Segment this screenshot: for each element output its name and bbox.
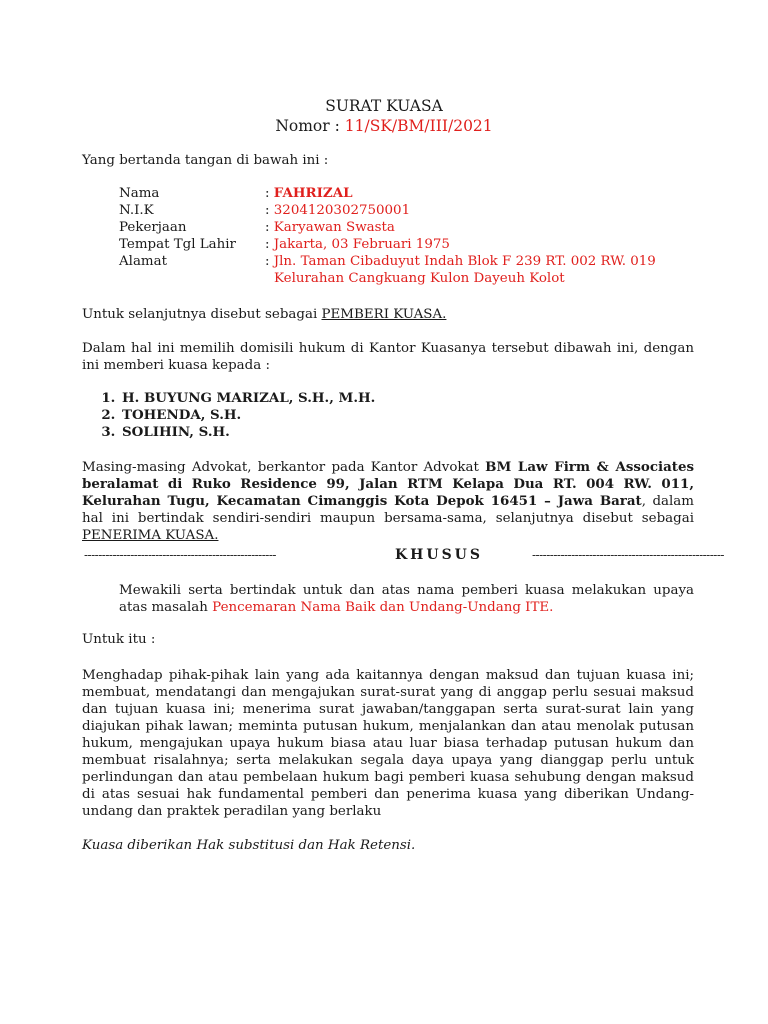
closing-text: Kuasa diberikan Hak substitusi dan Hak Retensi. xyxy=(82,838,416,853)
masalah-text: Pencemaran Nama Baik dan Undang-Undang ITE. xyxy=(212,600,554,615)
domisili-text: Dalam hal ini memilih domisili hukum di Kantor Kuasanya tersebut dibawah ini, dengan ini memberi kuasa kepada : xyxy=(82,341,694,373)
penerima-kuasa-term: PENERIMA KUASA. xyxy=(82,528,219,543)
alamat-value-line1: : Jln. Taman Cibaduyut Indah Blok F 239 RT. 002 RW. 019 xyxy=(265,254,656,269)
menghadap-text: Menghadap pihak-pihak lain yang ada kaitannya dengan maksud dan tujuan kuasa ini; membuat, mendatangi dan mengajukan surat-surat yang di anggap perlu sesuai maksud dan tujuan kuasa ini; menerima surat jawaban/tanggapan serta surat-surat lain yang diajukan pihak lawan; meminta putusan hukum, menjalankan dan atau menolak putusan hukum, mengajukan upaya hukum biasa atau luar biasa terhadap putusan hukum dan membuat risalahnya; serta melakukan segala daya upaya yang dianggap perlu untuk perlindungan dan atau pembelaan hukum bagi pemberi kuasa sehubung dengan maksud di atas sesuai hak fundamental pemberi dan penerima kuasa yang diberikan Undang-undang dan praktek peradilan yang berlaku xyxy=(82,668,694,819)
list-item: 2. TOHENDA, S.H. xyxy=(120,407,375,424)
khusus-divider xyxy=(82,545,724,565)
nomor-value: 11/SK/BM/III/2021 xyxy=(344,117,493,135)
divider-dashes-left: ------------------------------------------------------ xyxy=(84,548,276,562)
list-item: 3. SOLIHIN, S.H. xyxy=(120,424,375,441)
pemberi-kuasa-text: Untuk selanjutnya disebut sebagai PEMBERI KUASA. xyxy=(82,307,447,322)
kantor-advokat: BM Law Firm & Associates beralamat di Ruko Residence 99, Jalan RTM Kelapa Dua RT. 004 RW. 011, Kelurahan Tugu, Kecamatan Cimanggis Kota Depok 16451 – Jawa Barat xyxy=(82,459,694,509)
intro-text: Yang bertanda tangan di bawah ini : xyxy=(82,153,329,168)
nik-label: N.I.K xyxy=(119,203,154,218)
advokat-text: Masing-masing Advokat, berkantor pada Kantor Advokat BM Law Firm & Associates beralamat di Ruko Residence 99, Jalan RTM Kelapa Dua RT. 004 RW. 011, Kelurahan Tugu, Kecamatan Cimanggis Kota Depok 16451 – Jawa Barat, dalam hal ini bertindak sendiri-sendiri maupun bersama-sama, selanjutnya disebut sebagai PENERIMA KUASA. xyxy=(82,459,694,543)
mewakili-text: Mewakili serta bertindak untuk dan atas nama pemberi kuasa melakukan upaya atas masalah Pencemaran Nama Baik dan Undang-Undang ITE. xyxy=(119,583,694,615)
nik-value: : 3204120302750001 xyxy=(265,203,411,218)
ttl-value: : Jakarta, 03 Februari 1975 xyxy=(265,237,450,252)
nama-value: : FAHRIZAL xyxy=(265,185,353,201)
pekerjaan-value: : Karyawan Swasta xyxy=(265,220,395,235)
nama-label: Nama xyxy=(119,186,160,201)
document-number xyxy=(0,116,768,136)
khusus-heading: KHUSUS xyxy=(394,547,484,563)
pemberi-kuasa-term: PEMBERI KUASA. xyxy=(321,307,447,322)
divider-dashes-right: ------------------------------------------------------ xyxy=(532,548,724,562)
ttl-label: Tempat Tgl Lahir xyxy=(119,237,236,252)
alamat-label: Alamat xyxy=(119,254,167,269)
nomor-label: Nomor : xyxy=(275,117,345,135)
pekerjaan-label: Pekerjaan xyxy=(119,220,187,235)
penerima-kuasa-list xyxy=(100,390,375,441)
untuk-itu-text: Untuk itu : xyxy=(82,632,156,647)
document-title: SURAT KUASA xyxy=(325,97,443,115)
alamat-value-line2: Kelurahan Cangkuang Kulon Dayeuh Kolot xyxy=(274,271,565,286)
list-item: 1. H. BUYUNG MARIZAL, S.H., M.H. xyxy=(120,390,375,407)
